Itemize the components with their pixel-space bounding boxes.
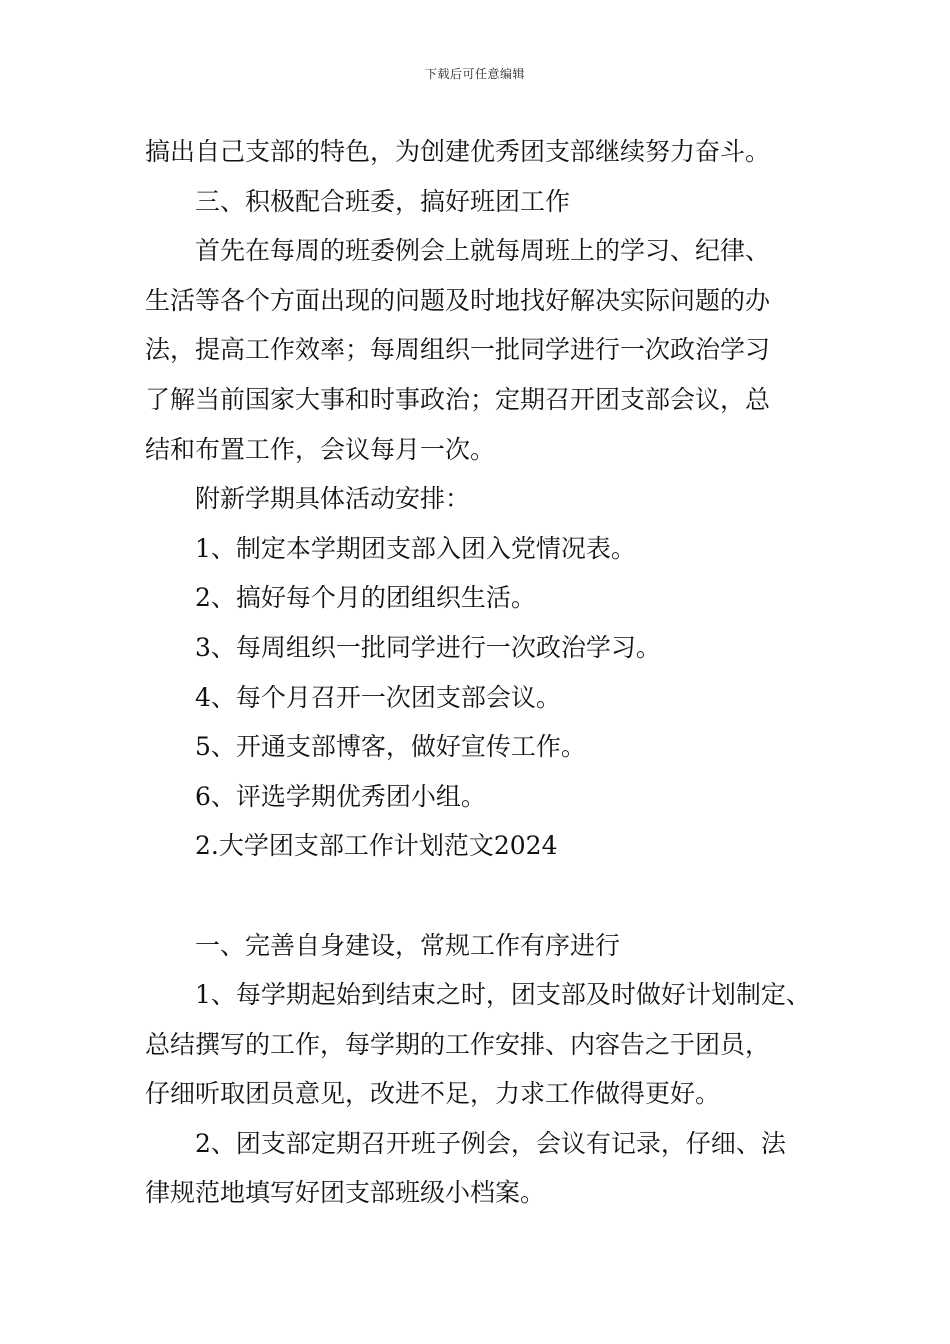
list-item: 1、制定本学期团支部入团入党情况表。 (195, 533, 636, 563)
paragraph-line: 总结撰写的工作，每学期的工作安排、内容告之于团员， (145, 1029, 771, 1059)
section-heading: 三、积极配合班委，搞好班团工作 (195, 186, 571, 216)
page-header: 下载后可任意编辑 (424, 67, 525, 81)
paragraph-line: 结和布置工作，会议每月一次。 (145, 434, 496, 464)
section-heading: 一、完善自身建设，常规工作有序进行 (195, 930, 621, 960)
paragraph-line: 2、团支部定期召开班子例会，会议有记录，仔细、法 (195, 1128, 786, 1158)
paragraph-line: 律规范地填写好团支部班级小档案。 (145, 1178, 546, 1208)
list-item: 4、每个月召开一次团支部会议。 (195, 682, 561, 712)
paragraph-line: 首先在每周的班委例会上就每周班上的学习、纪律、 (195, 236, 771, 266)
blank-line (145, 871, 825, 921)
paragraph-line: 仔细听取团员意见，改进不足，力求工作做得更好。 (145, 1079, 721, 1109)
paragraph-line: 法，提高工作效率；每周组织一批同学进行一次政治学习 (145, 335, 771, 365)
article-title: 2.大学团支部工作计划范文2024 (195, 831, 558, 861)
paragraph-line: 生活等各个方面出现的问题及时地找好解决实际问题的办 (145, 285, 771, 315)
paragraph-line: 了解当前国家大事和时事政治；定期召开团支部会议，总 (145, 384, 771, 414)
document-body (145, 127, 825, 1218)
schedule-heading: 附新学期具体活动安排： (195, 484, 471, 514)
paragraph-line: 搞出自己支部的特色，为创建优秀团支部继续努力奋斗。 (145, 137, 771, 166)
list-item: 3、每周组织一批同学进行一次政治学习。 (195, 632, 661, 662)
list-item: 6、评选学期优秀团小组。 (195, 781, 486, 811)
list-item: 5、开通支部博客，做好宣传工作。 (195, 732, 586, 762)
paragraph-line: 1、每学期起始到结束之时，团支部及时做好计划制定、 (195, 980, 811, 1010)
list-item: 2、搞好每个月的团组织生活。 (195, 583, 536, 613)
